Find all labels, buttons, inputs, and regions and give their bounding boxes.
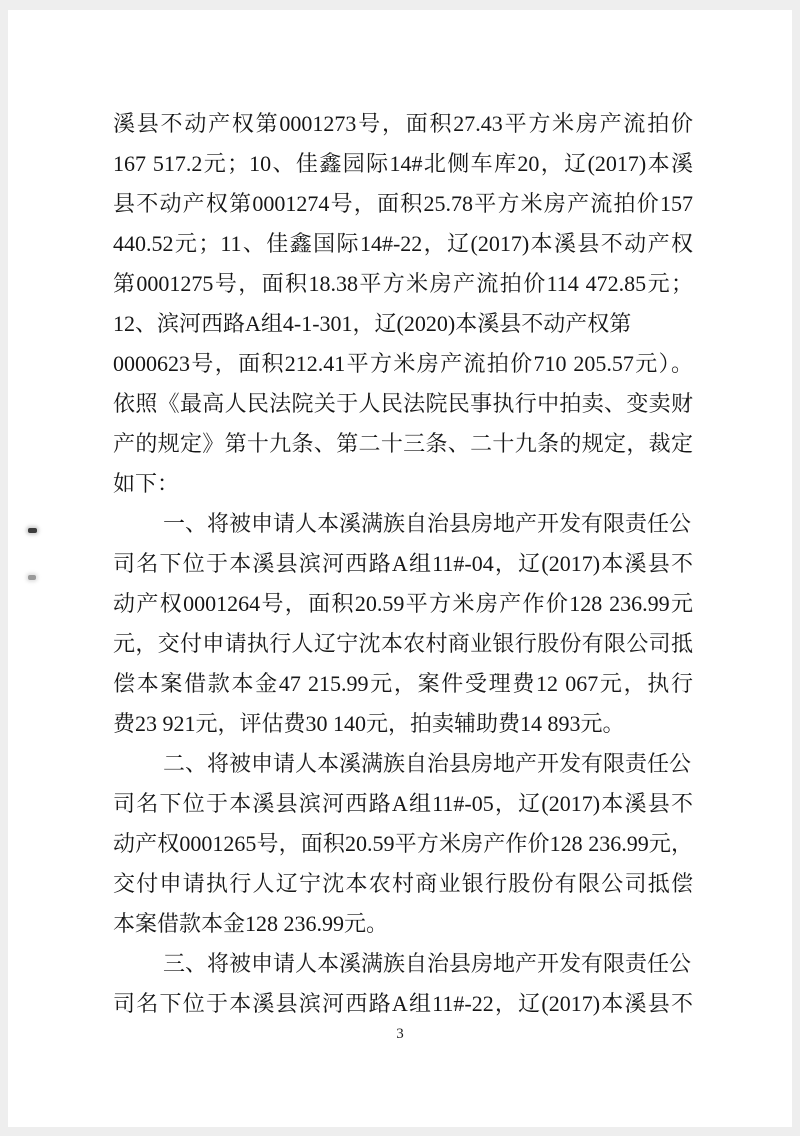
document-line: 第0001275号，面积18.38平方米房产流拍价114 472.85元；: [113, 271, 693, 296]
document-line: 一、将被申请人本溪满族自治县房地产开发有限责任公: [163, 511, 692, 536]
document-line: 县不动产权第0001274号，面积25.78平方米房产流拍价157: [113, 191, 693, 216]
document-page: [8, 10, 792, 1127]
document-line: 如下：: [113, 471, 180, 496]
document-line: 12、滨河西路A组4-1-301，辽(2020)本溪县不动产权第: [113, 311, 632, 336]
document-line: 元，交付申请执行人辽宁沈本农村商业银行股份有限公司抵: [113, 631, 693, 656]
document-line: 167 517.2元；10、佳鑫园际14#北侧车库20，辽(2017)本溪: [113, 151, 693, 176]
document-line: 本案借款本金128 236.99元。: [113, 911, 389, 936]
document-line: 二、将被申请人本溪满族自治县房地产开发有限责任公: [163, 751, 692, 776]
document-line: 依照《最高人民法院关于人民法院民事执行中拍卖、变卖财: [113, 391, 693, 416]
document-line: 司名下位于本溪县滨河西路A组11#-22，辽(2017)本溪县不: [113, 991, 693, 1016]
document-line: 动产权0001265号，面积20.59平方米房产作价128 236.99元，: [113, 831, 693, 856]
document-line: 费23 921元，评估费30 140元，拍卖辅助费14 893元。: [113, 711, 625, 736]
page-number: 3: [396, 1026, 404, 1042]
document-line: 司名下位于本溪县滨河西路A组11#-04，辽(2017)本溪县不: [113, 551, 693, 576]
document-line: 动产权0001264号，面积20.59平方米房产作价128 236.99元: [113, 591, 693, 616]
document-line: 交付申请执行人辽宁沈本农村商业银行股份有限公司抵偿: [113, 871, 693, 896]
document-line: 440.52元；11、佳鑫国际14#-22，辽(2017)本溪县不动产权: [113, 231, 693, 256]
document-line: 溪县不动产权第0001273号，面积27.43平方米房产流拍价: [113, 111, 693, 136]
document-line: 偿本案借款本金47 215.99元，案件受理费12 067元，执行: [113, 671, 693, 696]
document-line: 司名下位于本溪县滨河西路A组11#-05，辽(2017)本溪县不: [113, 791, 693, 816]
scan-speck: [28, 575, 36, 580]
document-line: 产的规定》第十九条、第二十三条、二十九条的规定，裁定: [113, 431, 693, 456]
document-line: 0000623号，面积212.41平方米房产流拍价710 205.57元）。: [113, 351, 693, 376]
scan-speck: [28, 528, 37, 533]
document-body-text: [113, 104, 693, 1024]
document-line: 三、将被申请人本溪满族自治县房地产开发有限责任公: [163, 951, 692, 976]
